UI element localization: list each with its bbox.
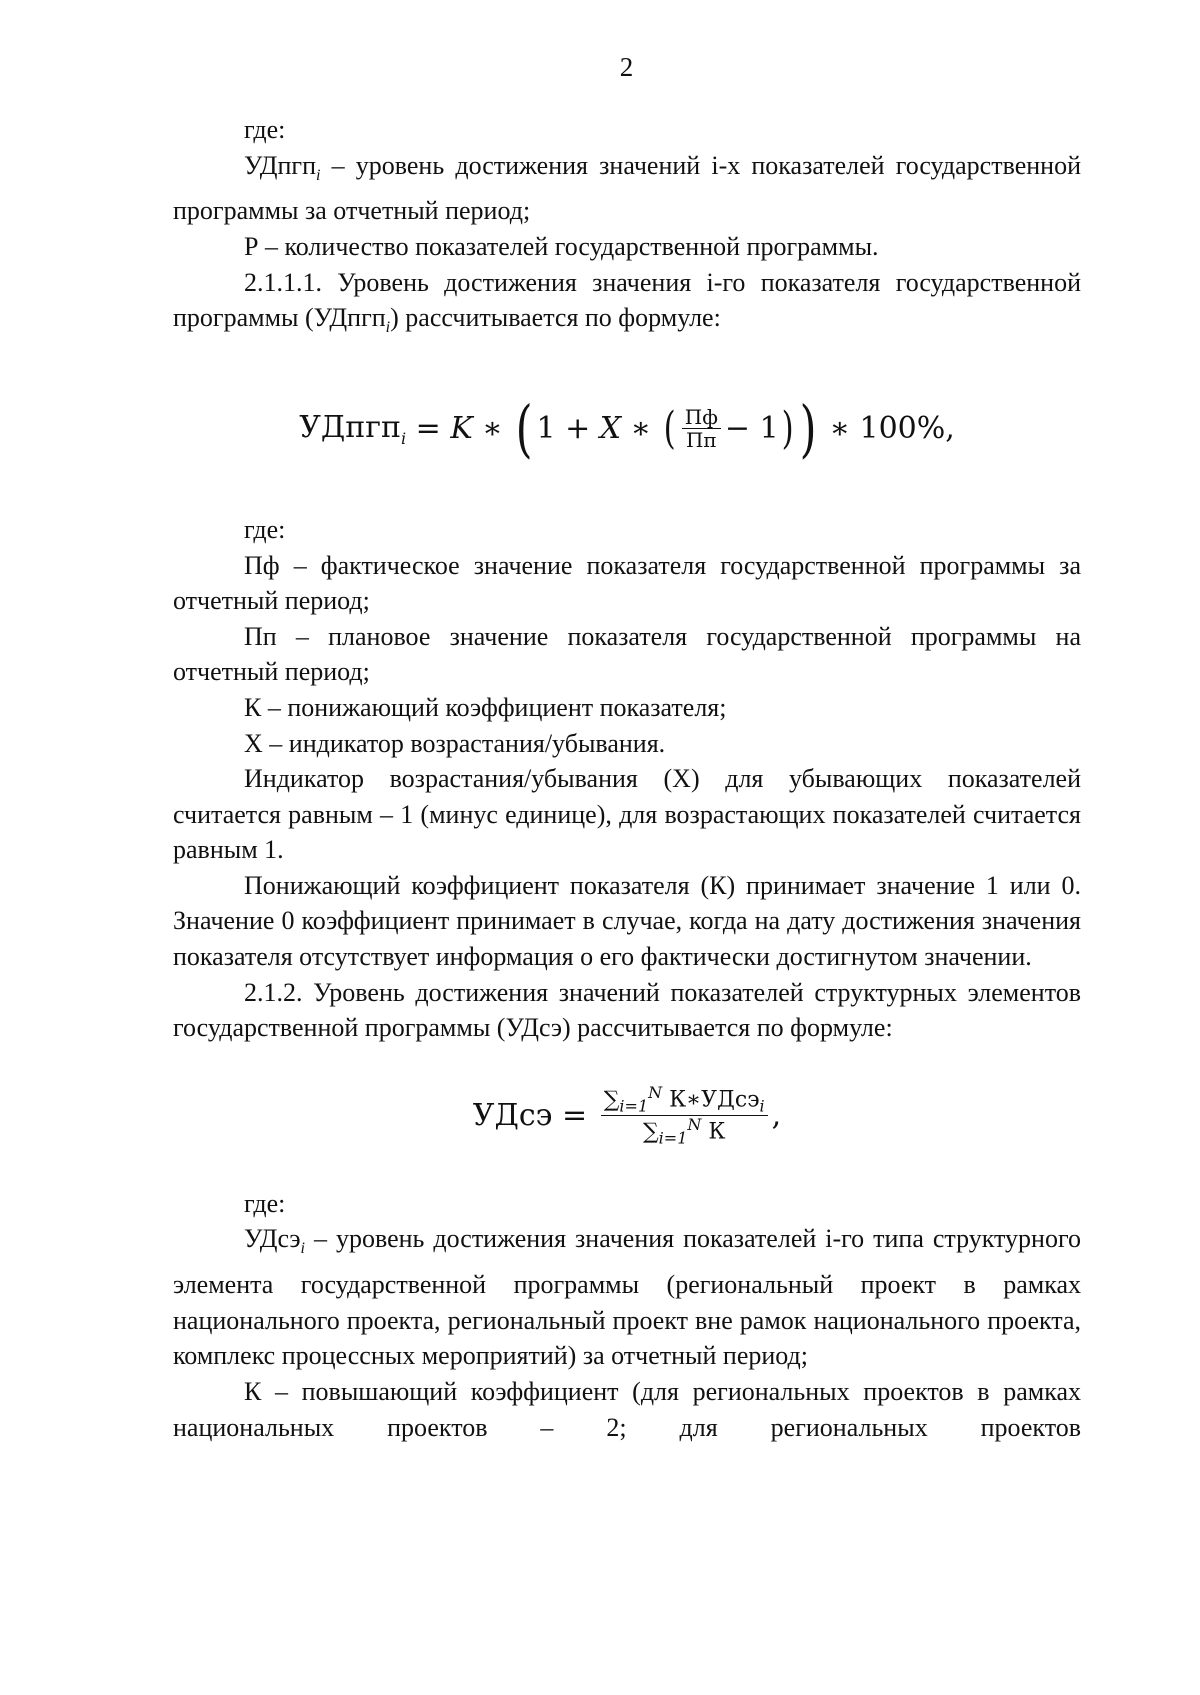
formula1-lhs: УДпгп$_i$ (299, 409, 407, 448)
definition-pf: Пф – фактическое значение показателя государственной программы за отчетный период; (173, 550, 1081, 616)
document-body (173, 112, 1081, 1445)
formula1-k: K (450, 411, 473, 447)
section-2-1-2: 2.1.2. Уровень достижения значений показателей структурных элементов государственной программы (УДсэ) рассчитывается по формуле: (173, 977, 1081, 1043)
definition-x: Х – индикатор возрастания/убывания. (244, 728, 666, 758)
definition-p: Р – количество показателей государственной программы. (244, 231, 879, 261)
fraction-pf-pp: $\frac{Пф}{Пп}$ (682, 406, 721, 451)
close-paren-icon: ) (799, 391, 817, 465)
section-2-1-1-1: 2.1.1.1. Уровень достижения значения i-го показателя государственной программы (УДпгп$_i$) рассчитывается по формуле: (173, 267, 1081, 337)
formula2-numerator: $\sum_{i=1}^N$ К∗УДсэ$_i$ (601, 1084, 768, 1116)
definition-k-increasing: К – повышающий коэффициент (для региональных проектов в рамках национальных проектов – 2; для региональных проектов (173, 1377, 1081, 1442)
where-label-3: где: (244, 1188, 286, 1218)
formula-udpgp: УДпгп$_i$ = K ∗ ( 1 + X ∗ ( $\frac{Пф}{Пп}$ − 1 ) ) ∗ 100%, (299, 391, 955, 465)
definition-k: К – понижающий коэффициент показателя; (244, 692, 727, 722)
formula-udse: УДсэ = $\frac{\sum_{i=1}^N К∗УДсэ_i}{\sum_{i=1}^N К}$ , (472, 1083, 782, 1149)
formula2-denominator: $\sum_{i=1}^N$ К (642, 1115, 726, 1149)
page-number: 2 (619, 52, 634, 82)
definition-pp: Пп – плановое значение показателя государственной программы на отчетный период; (173, 621, 1081, 687)
formula1-tail: ∗ 100%, (829, 411, 955, 447)
definition-udse: УДсэ$_i$ – уровень достижения значения показателей i-го типа структурного элемента государственной программы (региональный проект в рамках национального проекта, региональный проект вне рамок национального проекта, комплекс процессных мероприятий) за отчетный период; (173, 1224, 1081, 1371)
formula2-lhs: УДсэ (472, 1098, 553, 1134)
paragraph-indicator-x: Индикатор возрастания/убывания (Х) для убывающих показателей считается равным – 1 (минус единице), для возрастающих показателей считается равным 1. (173, 764, 1081, 865)
close-paren-inner-icon: ) (781, 402, 794, 454)
fraction-udse (601, 1084, 768, 1148)
open-paren-inner-icon: ( (663, 402, 676, 454)
formula1-x: X (599, 411, 622, 447)
paragraph-coefficient-k: Понижающий коэффициент показателя (К) принимает значение 1 или 0. Значение 0 коэффициент принимает в случае, когда на дату достижения значения показателя отсутствует информация о его фактически достигнутом значении. (173, 870, 1081, 972)
where-label-1: где: (244, 115, 286, 144)
definition-udpgp: УДпгп$_i$ – уровень достижения значений i-х показателей государственной программы за отчетный период; (173, 150, 1081, 226)
open-paren-icon: ( (515, 391, 533, 465)
where-label-2: где: (244, 514, 286, 544)
